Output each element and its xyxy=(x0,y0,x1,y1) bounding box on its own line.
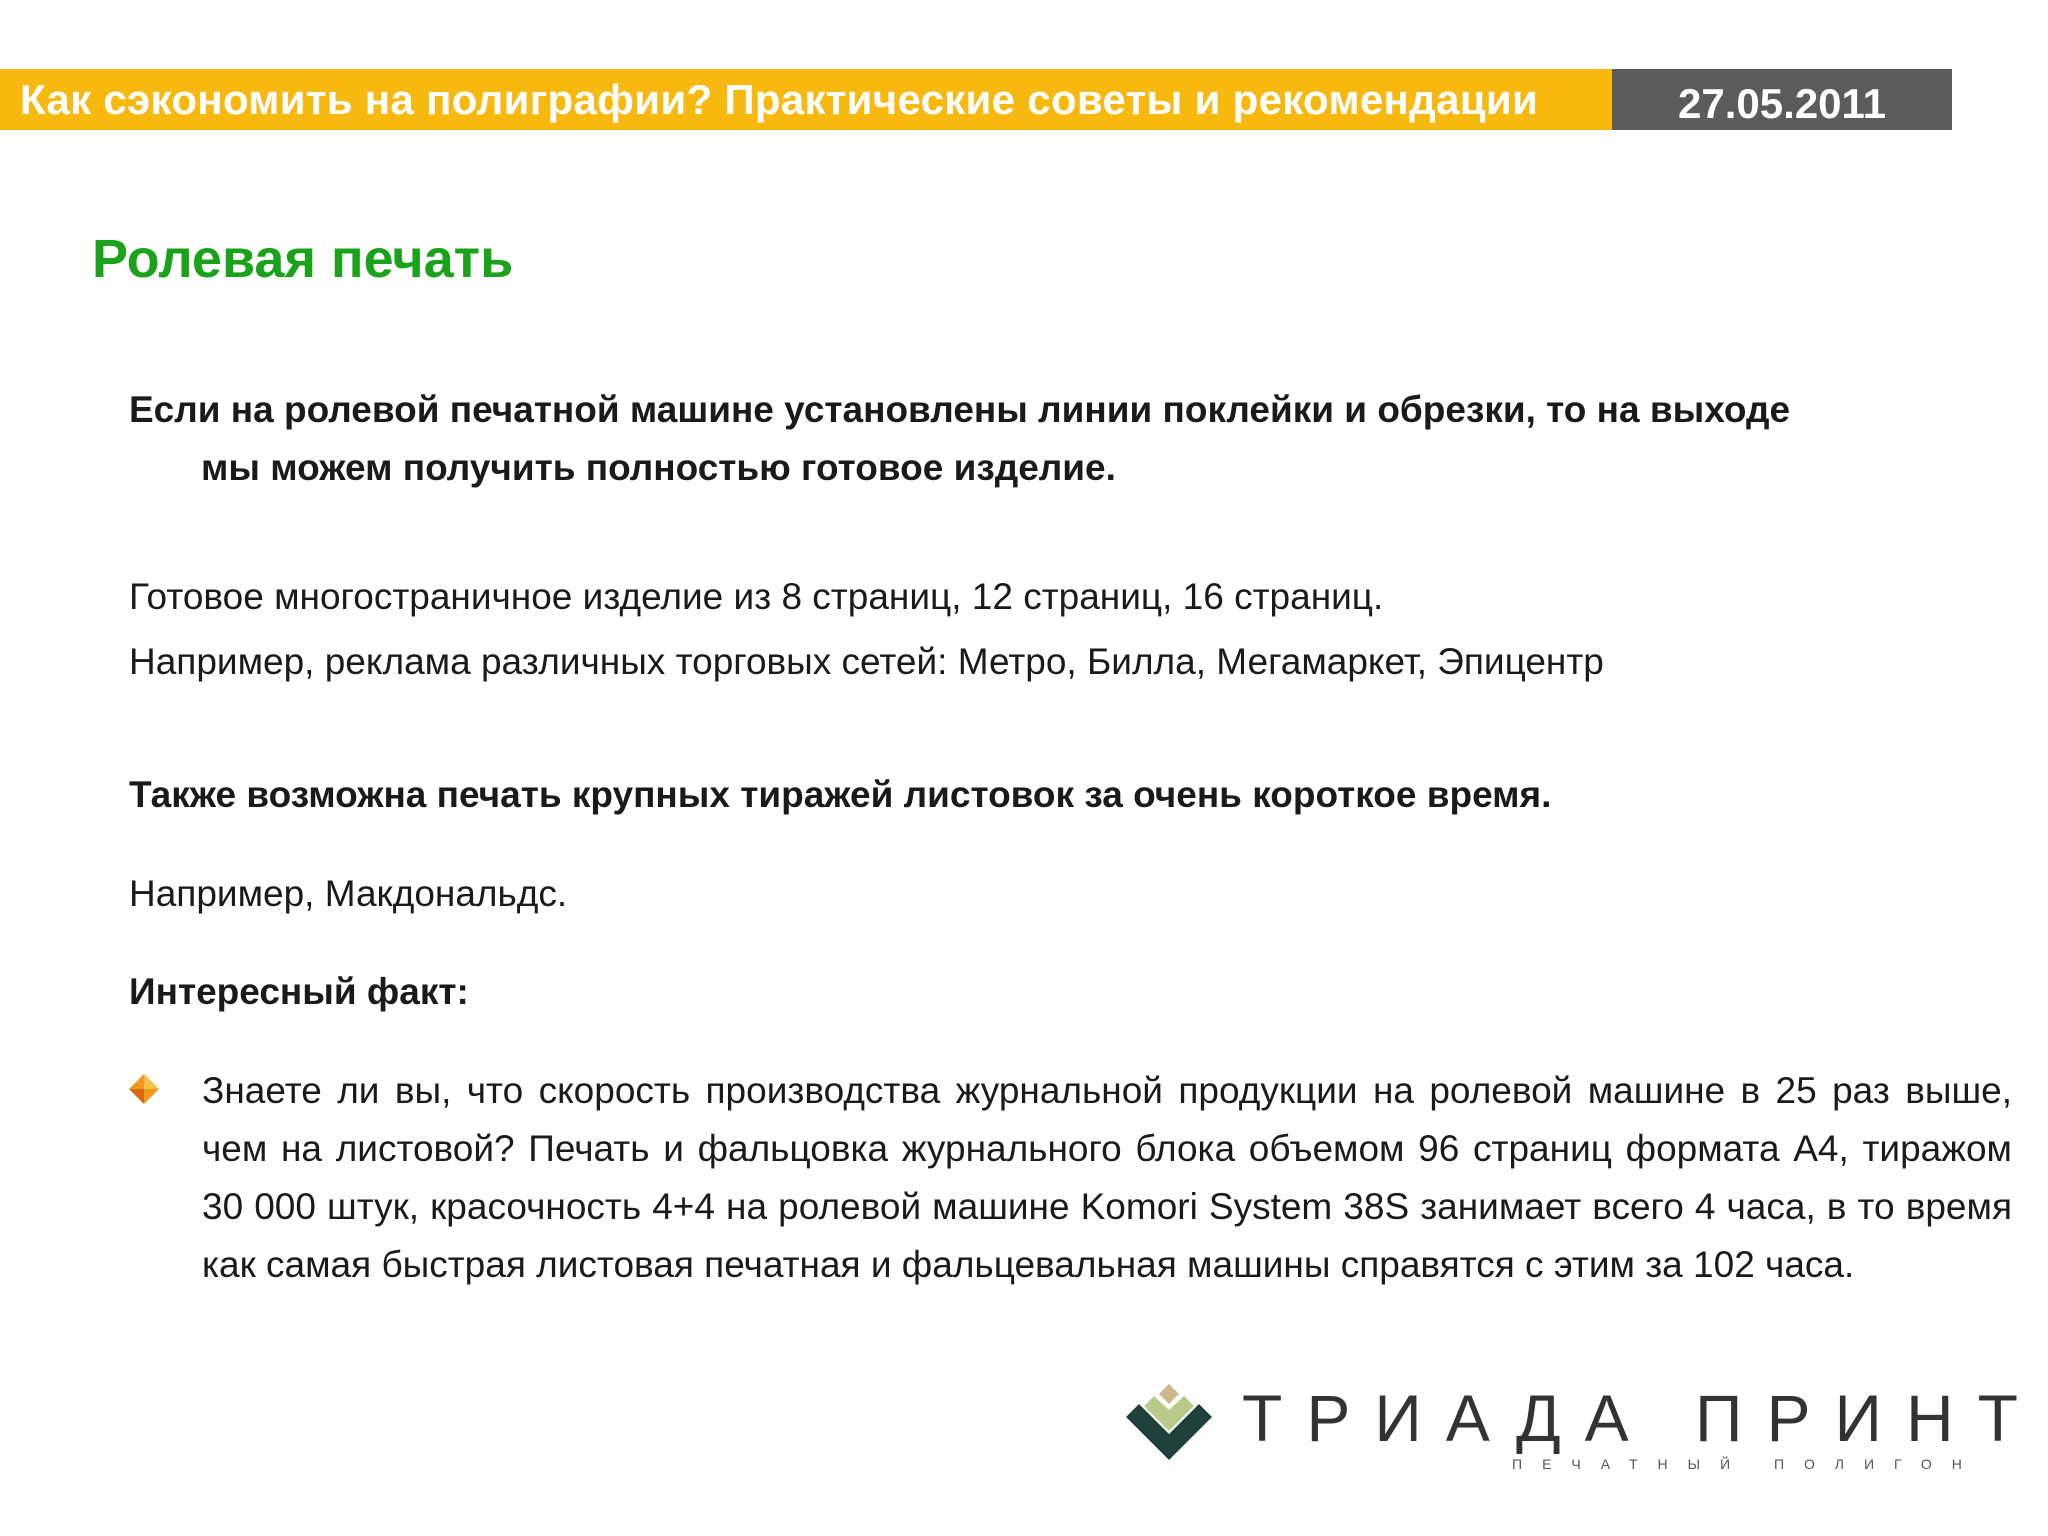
header-title-bar xyxy=(0,69,1612,130)
brand-tagline: ПЕЧАТНЫЙ ПОЛИГОН xyxy=(1512,1456,1982,1472)
page-title: Ролевая печать xyxy=(92,229,514,289)
header-date-box xyxy=(1612,69,1952,130)
intro-line-2: мы можем получить полностью готовое изделие. xyxy=(201,447,1116,488)
interesting-fact-text: Знаете ли вы, что скорость производства журнальной продукции на ролевой машине в 25 раз выше, чем на листовой? Печать и фальцовка журнального блока объемом 96 страниц формата А4, тиражом 30 000 штук, красочность 4+4 на ролевой машине Komori System 38S занимает всего 4 часа, в то время как самая быстрая листовая печатная и фальцевальная машины справятся с этим за 102 часа. xyxy=(202,1070,2012,1285)
mcdonalds-example-text: Например, Макдональдс. xyxy=(129,873,568,914)
product-pages-text: Готовое многостраничное изделие из 8 страниц, 12 страниц, 16 страниц. xyxy=(129,576,1384,617)
brand-name: ТРИАДА ПРИНТ xyxy=(1242,1381,2042,1455)
triada-chevron-logo-icon xyxy=(1124,1384,1214,1474)
leaflets-text: Также возможна печать крупных тиражей листовок за очень короткое время. xyxy=(129,774,1552,815)
orange-diamond-bullet-icon xyxy=(127,1072,161,1106)
header-title: Как сэкономить на полиграфии? Практические советы и рекомендации xyxy=(20,76,1539,123)
interesting-fact-heading: Интересный факт: xyxy=(129,971,469,1012)
retail-example-text: Например, реклама различных торговых сетей: Метро, Билла, Мегамаркет, Эпицентр xyxy=(129,641,1604,682)
intro-line-1: Если на ролевой печатной машине установлены линии поклейки и обрезки, то на выходе xyxy=(129,389,1791,430)
header-date: 27.05.2011 xyxy=(1678,80,1886,127)
intro-paragraph xyxy=(129,381,1989,497)
